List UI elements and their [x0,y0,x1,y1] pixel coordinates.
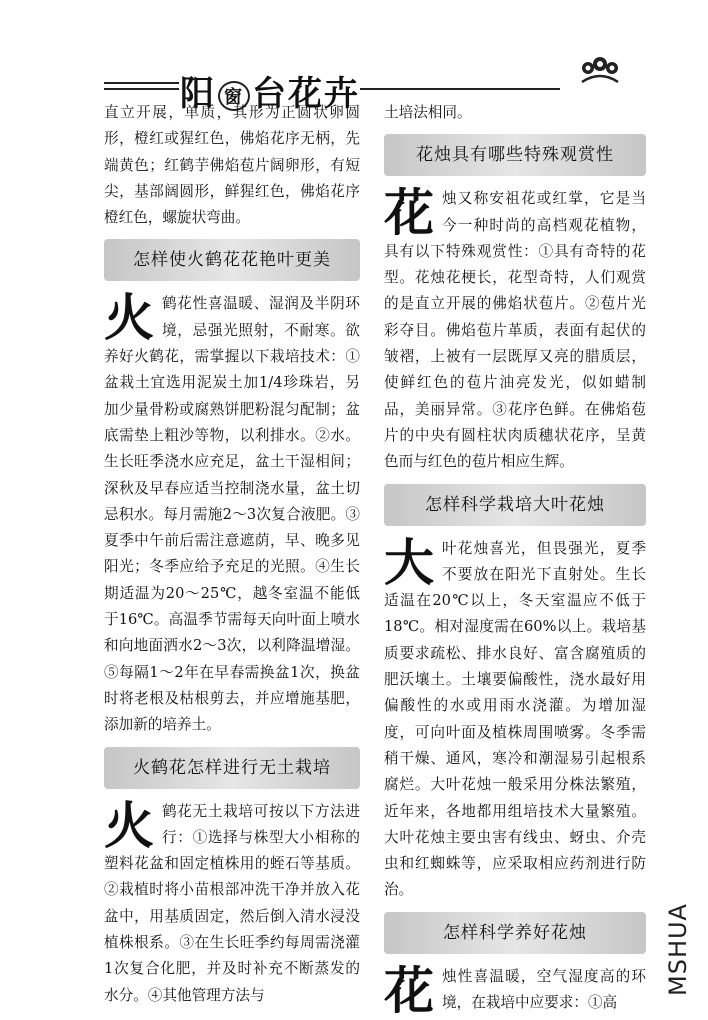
section-heading: 怎样科学栽培大叶花烛 [384,484,646,526]
drop-cap: 花 [384,184,434,243]
section-heading: 怎样使火鹤花花艳叶更美 [104,239,360,281]
paragraph [384,961,646,1020]
flower-icon [578,56,622,86]
header-rule-right [360,88,560,90]
drop-cap: 火 [104,289,154,348]
paragraph-text: 鹤花无土栽培可按以下方法进行：①选择与株型大小相称的塑料花盆和固定植株用的蛭石等基质。②栽植时将小苗根部冲洗干净并放入花盆中，用基质固定，然后倒入清水浸没植株根系。③在生长旺季约每周需浇灌1次复合化肥，并及时补充不断蒸发的水分。④其他管理方法与 [104,802,360,1004]
section-heading: 怎样科学养好花烛 [384,912,646,954]
left-column [104,100,360,1009]
drop-cap: 花 [384,961,434,1020]
header-rule-left-2 [104,88,179,90]
drop-cap: 火 [104,796,154,855]
watermark: MSHUA [664,903,692,996]
paragraph [384,186,646,475]
drop-cap: 大 [384,533,434,592]
section-heading: 花烛具有哪些特殊观赏性 [384,134,646,176]
paragraph [104,796,360,1009]
paragraph-text: 烛又称安祖花或红掌，它是当今一种时尚的高档观花植物，具有以下特殊观赏性：①具有奇特的花型。花烛花梗长，花型奇特，人们观赏的是直立开展的佛焰状苞片。②苞片光彩夺目。佛焰苞片革质，表面有起伏的皱褶，上被有一层既厚又亮的腊质层，使鲜红色的苞片油亮发光，似如蜡制品，美丽异常。③花序色鲜。在佛焰苞片的中央有圆柱状肉质穗状花序，呈黄色而与红色的苞片相应生辉。 [384,190,646,471]
paragraph: 土培法相同。 [384,104,472,121]
paragraph [104,291,360,738]
right-column [384,100,646,1020]
paragraph-text: 叶花烛喜光，但畏强光，夏季不要放在阳光下直射处。生长适温在20℃以上，冬天室温应不低于18℃。相对湿度需在60%以上。栽培基质要求疏松、排水良好、富含腐殖质的肥沃壤土。土壤要偏酸性，浇水最好用偏酸性的水或用雨水浇灌。为增加湿度，可向叶面及植株周围喷雾。冬季需稍干燥、通风，寒冷和潮湿易引起根系腐烂。大叶花烛一般采用分株法繁殖，近年来，各地都用组培技术大量繁殖。大叶花烛主要虫害有线虫、蚜虫、介壳虫和红蜘蛛等，应采取相应药剂进行防治。 [384,539,646,899]
section-heading: 火鹤花怎样进行无土栽培 [104,747,360,789]
paragraph-text: 烛性喜温暖，空气湿度高的环境，在栽培中应要求：①高 [442,967,646,1012]
title-badge: 窗 [218,81,250,111]
paragraph-text: 鹤花性喜温暖、湿润及半阴环境，忌强光照射，不耐寒。欲养好火鹤花，需掌握以下栽培技术：①盆栽土宜选用泥炭土加1/4珍珠岩，另加少量骨粉或腐熟饼肥粉混匀配制；盆底需垫上粗沙等物，以利排水。②水。生长旺季浇水应充足，盆土干湿相间；深秋及早春应适当控制浇水量，盆土切忌积水。每月需施2～3次复合液肥。③夏季中午前后需注意遮荫，早、晚多见阳光；冬季应给予充足的光照。④生长期适温为20～25℃，越冬室温不能低于16℃。高温季节需每天向叶面上喷水和向地面洒水2～3次，以利降温增湿。⑤每隔1～2年在早春需换盆1次，换盆时将老根及枯根剪去，并应增施基肥，添加新的培养土。 [104,295,360,734]
header-rule-left [104,82,179,84]
paragraph: 直立开展，单质，其形为正圆状卵圆形，橙红或猩红色，佛焰花序无柄，先端黄色；红鹤芋佛焰苞片阔卵形，有短尖，基部阔圆形，鲜猩红色，佛焰花序橙红色，螺旋状弯曲。 [104,104,360,227]
paragraph [384,533,646,904]
title-part1: 阳 [180,74,216,114]
title-part2: 台花卉 [252,74,360,114]
